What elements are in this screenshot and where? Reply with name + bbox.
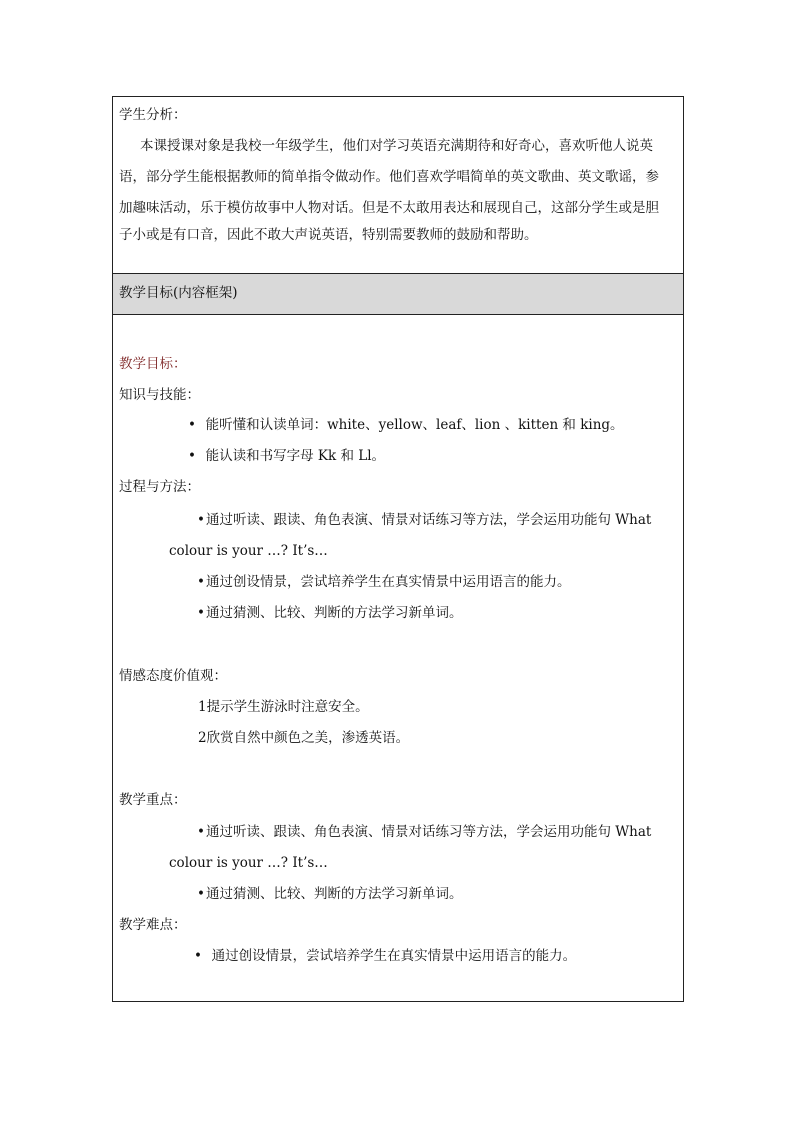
key-points-item xyxy=(196,822,651,842)
bullet-icon: • xyxy=(197,886,205,902)
process-item-text: 通过听读、跟读、角色表演、情景对话练习等方法，学会运用功能句 What xyxy=(206,512,652,528)
knowledge-item-text: 能认读和书写字母 Kk 和 Ll。 xyxy=(205,448,386,464)
attitude-item: 2欣赏自然中颜色之美，渗透英语。 xyxy=(198,730,410,746)
objectives-title: 教学目标： xyxy=(119,356,187,372)
key-points-item-text: 通过听读、跟读、角色表演、情景对话练习等方法，学会运用功能句 What xyxy=(206,824,652,840)
process-item-continuation: colour is your …? It’s… xyxy=(169,543,328,559)
analysis-line: 子小或是有口音，因此不敢大声说英语，特别需要教师的鼓励和帮助。 xyxy=(119,227,538,243)
bullet-icon: • xyxy=(197,512,205,528)
process-item xyxy=(196,572,571,592)
process-item xyxy=(196,510,651,530)
process-item xyxy=(196,603,463,623)
key-points-item-text: 通过猜测、比较、判断的方法学习新单词。 xyxy=(206,886,463,902)
difficulties-item xyxy=(193,946,576,966)
knowledge-item-text: 能听懂和认读单词：white、yellow、leaf、lion 、kitten 和 king。 xyxy=(205,417,624,433)
bullet-icon: • xyxy=(188,417,196,433)
attitude-heading: 情感态度价值观： xyxy=(119,668,227,684)
difficulties-heading: 教学难点： xyxy=(119,917,187,933)
analysis-line: 加趣味活动，乐于模仿故事中人物对话。但是不太敢用表达和展现自己，这部分学生或是胆 xyxy=(119,200,659,216)
lesson-plan-table xyxy=(112,96,684,1002)
analysis-heading: 学生分析： xyxy=(119,107,187,123)
key-points-heading: 教学重点： xyxy=(119,792,187,808)
analysis-line: 语，部分学生能根据教师的简单指令做动作。他们喜欢学唱简单的英文歌曲、英文歌谣，参 xyxy=(119,169,659,185)
bullet-icon: • xyxy=(197,574,205,590)
key-points-item xyxy=(196,884,463,904)
knowledge-heading: 知识与技能： xyxy=(119,387,200,403)
process-item-text: 通过创设情景，尝试培养学生在真实情景中运用语言的能力。 xyxy=(206,574,571,590)
bullet-icon: • xyxy=(197,605,205,621)
process-item-text: 通过猜测、比较、判断的方法学习新单词。 xyxy=(206,605,463,621)
analysis-line: 本课授课对象是我校一年级学生，他们对学习英语充满期待和好奇心，喜欢听他人说英 xyxy=(140,138,653,154)
process-heading: 过程与方法： xyxy=(119,479,200,495)
key-points-item-continuation: colour is your …? It’s… xyxy=(169,855,328,871)
difficulties-item-text: 通过创设情景，尝试培养学生在真实情景中运用语言的能力。 xyxy=(211,948,577,964)
bullet-icon: • xyxy=(188,448,196,464)
objectives-header: 教学目标(内容框架) xyxy=(119,285,238,301)
bullet-icon: • xyxy=(194,948,202,964)
objectives-header-row xyxy=(113,273,683,315)
attitude-item: 1提示学生游泳时注意安全。 xyxy=(198,699,369,715)
knowledge-item xyxy=(187,446,385,466)
knowledge-item xyxy=(187,415,624,435)
bullet-icon: • xyxy=(197,824,205,840)
student-analysis-cell xyxy=(113,97,683,273)
